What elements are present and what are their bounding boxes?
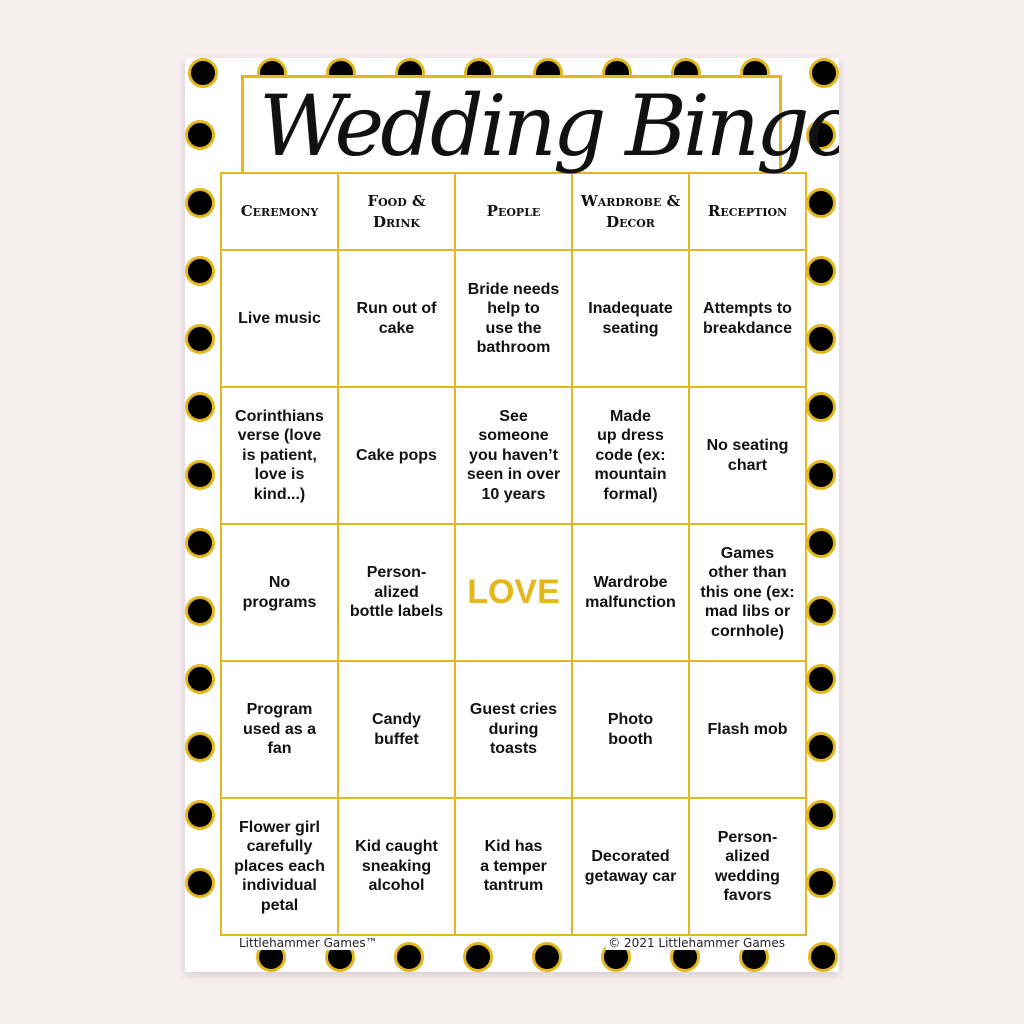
polka-dot (185, 392, 215, 422)
bingo-square[interactable]: Attempts to breakdance (689, 250, 806, 387)
polka-dot (185, 256, 215, 286)
page-title: Wedding Bingo (259, 77, 853, 175)
bingo-square[interactable]: Inadequate seating (572, 250, 689, 387)
bingo-square[interactable]: Program used as a fan (221, 661, 338, 798)
header-food-drink: Food & Drink (338, 173, 455, 250)
bingo-square[interactable]: See someone you haven’t seen in over 10 years (455, 387, 572, 524)
polka-dot (188, 58, 218, 88)
polka-dot (463, 942, 493, 972)
polka-dot (185, 324, 215, 354)
bingo-square[interactable]: Made up dress code (ex: mountain formal) (572, 387, 689, 524)
polka-dot (806, 324, 836, 354)
bingo-square[interactable]: Candy buffet (338, 661, 455, 798)
polka-dot (806, 596, 836, 626)
polka-dot (532, 942, 562, 972)
header-people: People (455, 173, 572, 250)
polka-dot (185, 120, 215, 150)
bingo-square[interactable]: Cake pops (338, 387, 455, 524)
polka-dot (185, 460, 215, 490)
polka-dot (806, 256, 836, 286)
footer-brand: Littlehammer Games™ (239, 936, 378, 950)
bingo-square[interactable]: Games other than this one (ex: mad libs or cornhole) (689, 524, 806, 661)
bingo-card (185, 58, 853, 972)
polka-dot (806, 120, 836, 150)
bingo-square[interactable]: Person- alized wedding favors (689, 798, 806, 935)
bingo-square[interactable]: Live music (221, 250, 338, 387)
title-frame (241, 75, 782, 175)
bingo-square[interactable]: Kid has a temper tantrum (455, 798, 572, 935)
bingo-square[interactable]: Kid caught sneaking alcohol (338, 798, 455, 935)
bingo-square[interactable]: No programs (221, 524, 338, 661)
polka-dot (185, 528, 215, 558)
polka-dot (185, 596, 215, 626)
polka-dot (185, 868, 215, 898)
bingo-square[interactable]: Photo booth (572, 661, 689, 798)
polka-dot (806, 528, 836, 558)
polka-dot (185, 800, 215, 830)
bingo-square[interactable]: Corinthians verse (love is patient, love is kind...) (221, 387, 338, 524)
bingo-grid (220, 172, 807, 936)
bingo-square[interactable]: Bride needs help to use the bathroom (455, 250, 572, 387)
polka-dot (185, 732, 215, 762)
bingo-square[interactable]: Wardrobe malfunction (572, 524, 689, 661)
polka-dot (185, 188, 215, 218)
polka-dot (806, 392, 836, 422)
header-reception: Reception (689, 173, 806, 250)
polka-dot (806, 460, 836, 490)
header-wardrobe-decor: Wardrobe & Decor (572, 173, 689, 250)
free-space[interactable]: LOVE (455, 524, 572, 661)
polka-dot (806, 188, 836, 218)
bingo-square[interactable]: Flower girl carefully places each individual petal (221, 798, 338, 935)
header-ceremony: Ceremony (221, 173, 338, 250)
polka-dot (809, 58, 839, 88)
bingo-square[interactable]: Run out of cake (338, 250, 455, 387)
polka-dot (185, 664, 215, 694)
polka-dot (394, 942, 424, 972)
polka-dot (806, 664, 836, 694)
bingo-square[interactable]: Decorated getaway car (572, 798, 689, 935)
footer-copyright: © 2021 Littlehammer Games (608, 936, 785, 950)
polka-dot (806, 732, 836, 762)
bingo-square[interactable]: No seating chart (689, 387, 806, 524)
bingo-square[interactable]: Guest cries during toasts (455, 661, 572, 798)
polka-dot (808, 942, 838, 972)
polka-dot (806, 868, 836, 898)
polka-dot (806, 800, 836, 830)
bingo-square[interactable]: Flash mob (689, 661, 806, 798)
bingo-square[interactable]: Person- alized bottle labels (338, 524, 455, 661)
